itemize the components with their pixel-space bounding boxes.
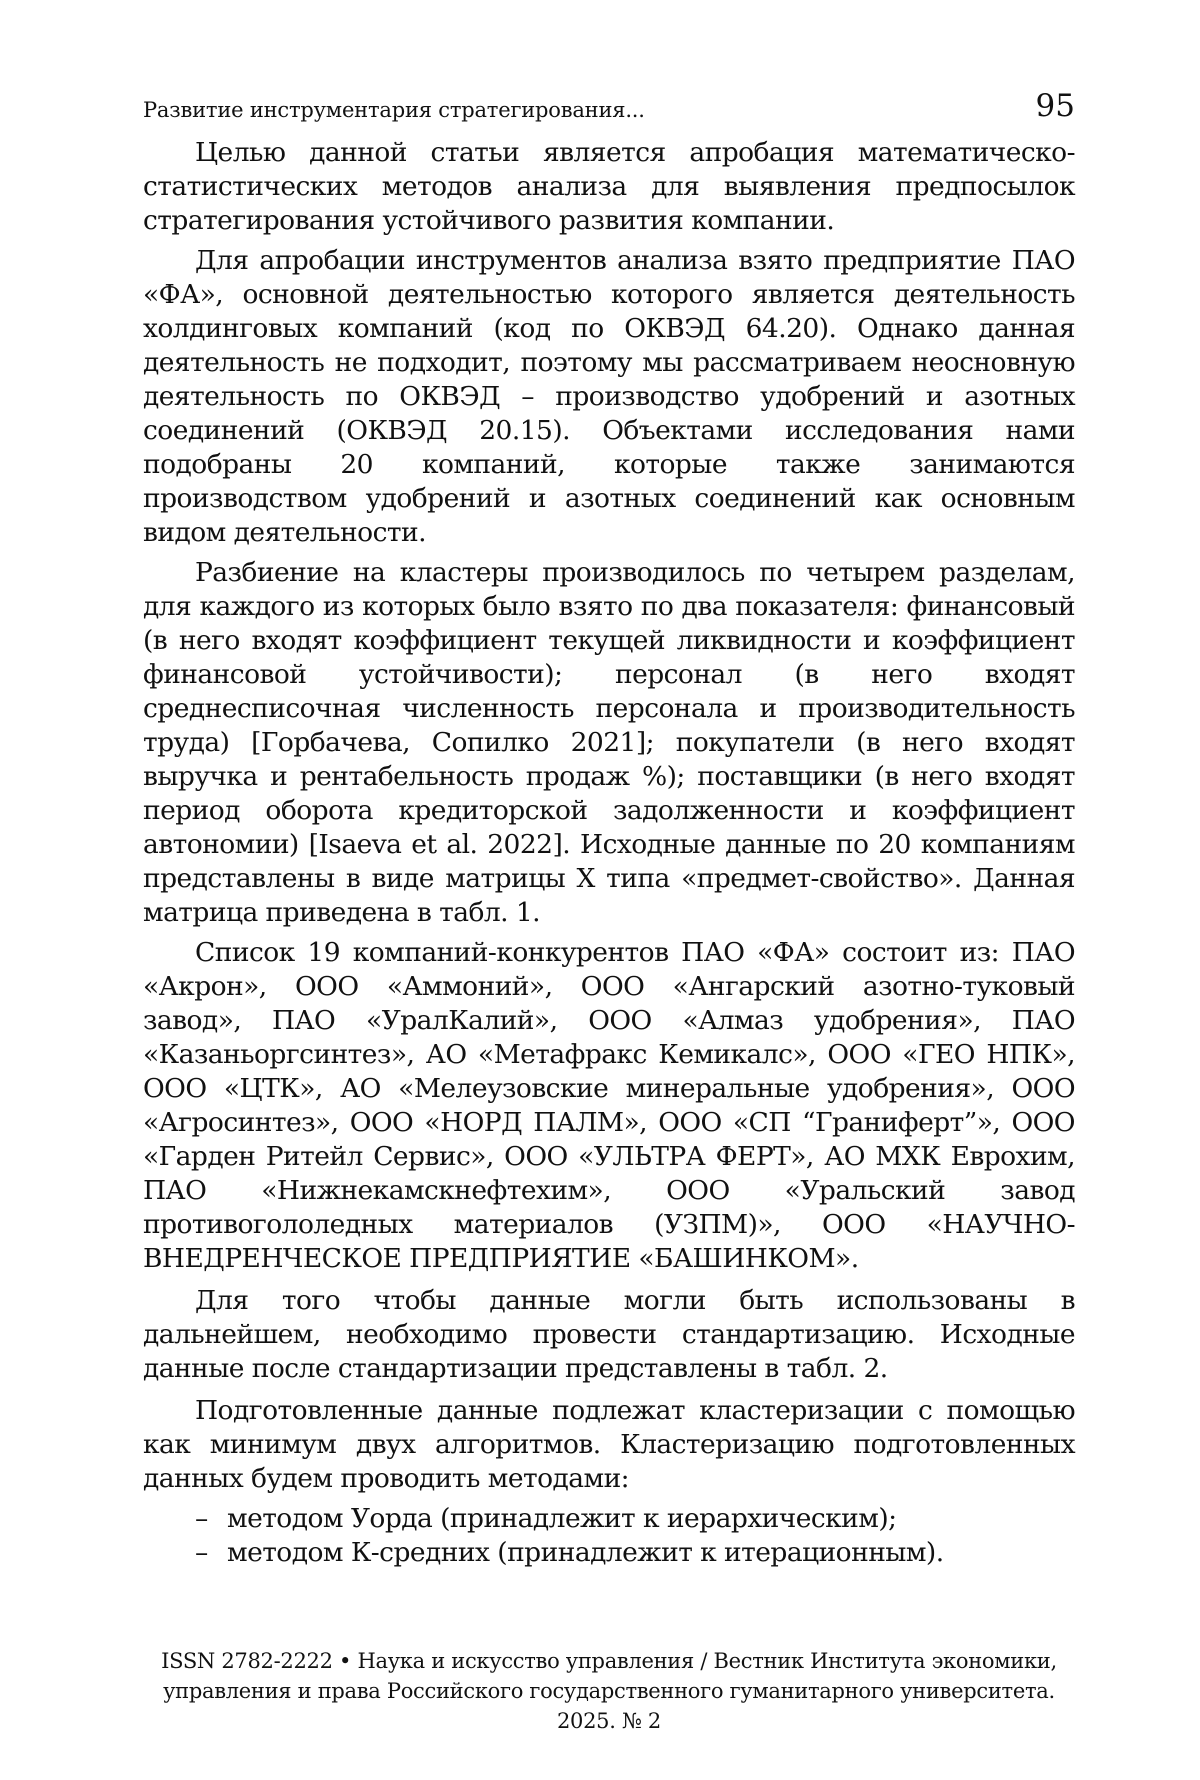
footer-line-1: ISSN 2782-2222 • Наука и искусство управления / Вестник Института экономики, [161, 1649, 1057, 1673]
journal-footer [143, 1646, 1075, 1736]
paragraph-clusters: Разбиение на кластеры производилось по четырем разделам, для каждого из которых было взято по два показателя: финансовый (в него входят коэффициент текущей ликвидности и коэффициент финансовой устойчивости); персонал (в него входят среднесписочная численность персонала и производительность труда) [Горбачева, Сопилко 2021]; покупатели (в него входят выручка и рентабельность продаж %); поставщики (в него входят период оборота кредиторской задолженности и коэффициент автономии) [Isaeva et al. 2022]. Исходные данные по 20 компаниям представлены в виде матрицы X типа «предмет-свойство». Данная матрица приведена в табл. 1. [143, 557, 1075, 928]
list-dash: – [195, 1503, 208, 1534]
paragraph-methods: Подготовленные данные подлежат кластеризации с помощью как минимум двух алгоритмов. Кластеризацию подготовленных данных будем проводить методами: [143, 1395, 1075, 1494]
article-body [143, 136, 1075, 1570]
paragraph-standardization: Для того чтобы данные могли быть использованы в дальнейшем, необходимо провести стандартизацию. Исходные данные после стандартизации представлены в табл. 2. [143, 1285, 1075, 1384]
paragraph-competitors: Список 19 компаний-конкурентов ПАО «ФА» состоит из: ПАО «Акрон», ООО «Аммоний», ООО «Ангарский азотно-туковый завод», ПАО «УралКалий», ООО «Алмаз удобрения», ПАО «Казаньоргсинтез», АО «Метафракс Кемикалс», ООО «ГЕО НПК», ООО «ЦТК», АО «Мелеузовские минеральные удобрения», ООО «Агросинтез», ООО «НОРД ПАЛМ», ООО «СП “Граниферт”», ООО «Гарден Ритейл Сервис», ООО «УЛЬТРА ФЕРТ», АО МХК Еврохим, ПАО «Нижнекамскнефтехим», ООО «Уральский завод противогололедных материалов (УЗПМ)», ООО «НАУЧНО-ВНЕДРЕНЧЕСКОЕ ПРЕДПРИЯТИЕ «БАШИНКОМ». [143, 937, 1075, 1274]
list-dash: – [195, 1537, 208, 1568]
footer-line-2: управления и права Российского государственного гуманитарного университета. 2025. № 2 [163, 1679, 1055, 1733]
list-item-text: методом К-средних (принадлежит к итерационным). [227, 1537, 944, 1568]
methods-list [143, 1502, 1075, 1570]
list-item [143, 1536, 1075, 1570]
list-item-text: методом Уорда (принадлежит к иерархическим); [227, 1503, 897, 1534]
running-header [143, 78, 1075, 136]
page-number: 95 [1035, 88, 1075, 124]
list-item [143, 1502, 1075, 1536]
paragraph-enterprise: Для апробации инструментов анализа взято предприятие ПАО «ФА», основной деятельностью которого является деятельность холдинговых компаний (код по ОКВЭД 64.20). Однако данная деятельность не подходит, поэтому мы рассматриваем неосновную деятельность по ОКВЭД – производство удобрений и азотных соединений (ОКВЭД 20.15). Объектами исследования нами подобраны 20 компаний, которые также занимаются производством удобрений и азотных соединений как основным видом деятельности. [143, 245, 1075, 548]
running-title: Развитие инструментария стратегирования... [143, 98, 645, 122]
journal-page [143, 78, 1075, 1733]
paragraph-goal: Целью данной статьи является апробация математическо-статистических методов анализа для выявления предпосылок стратегирования устойчивого развития компании. [143, 137, 1075, 236]
